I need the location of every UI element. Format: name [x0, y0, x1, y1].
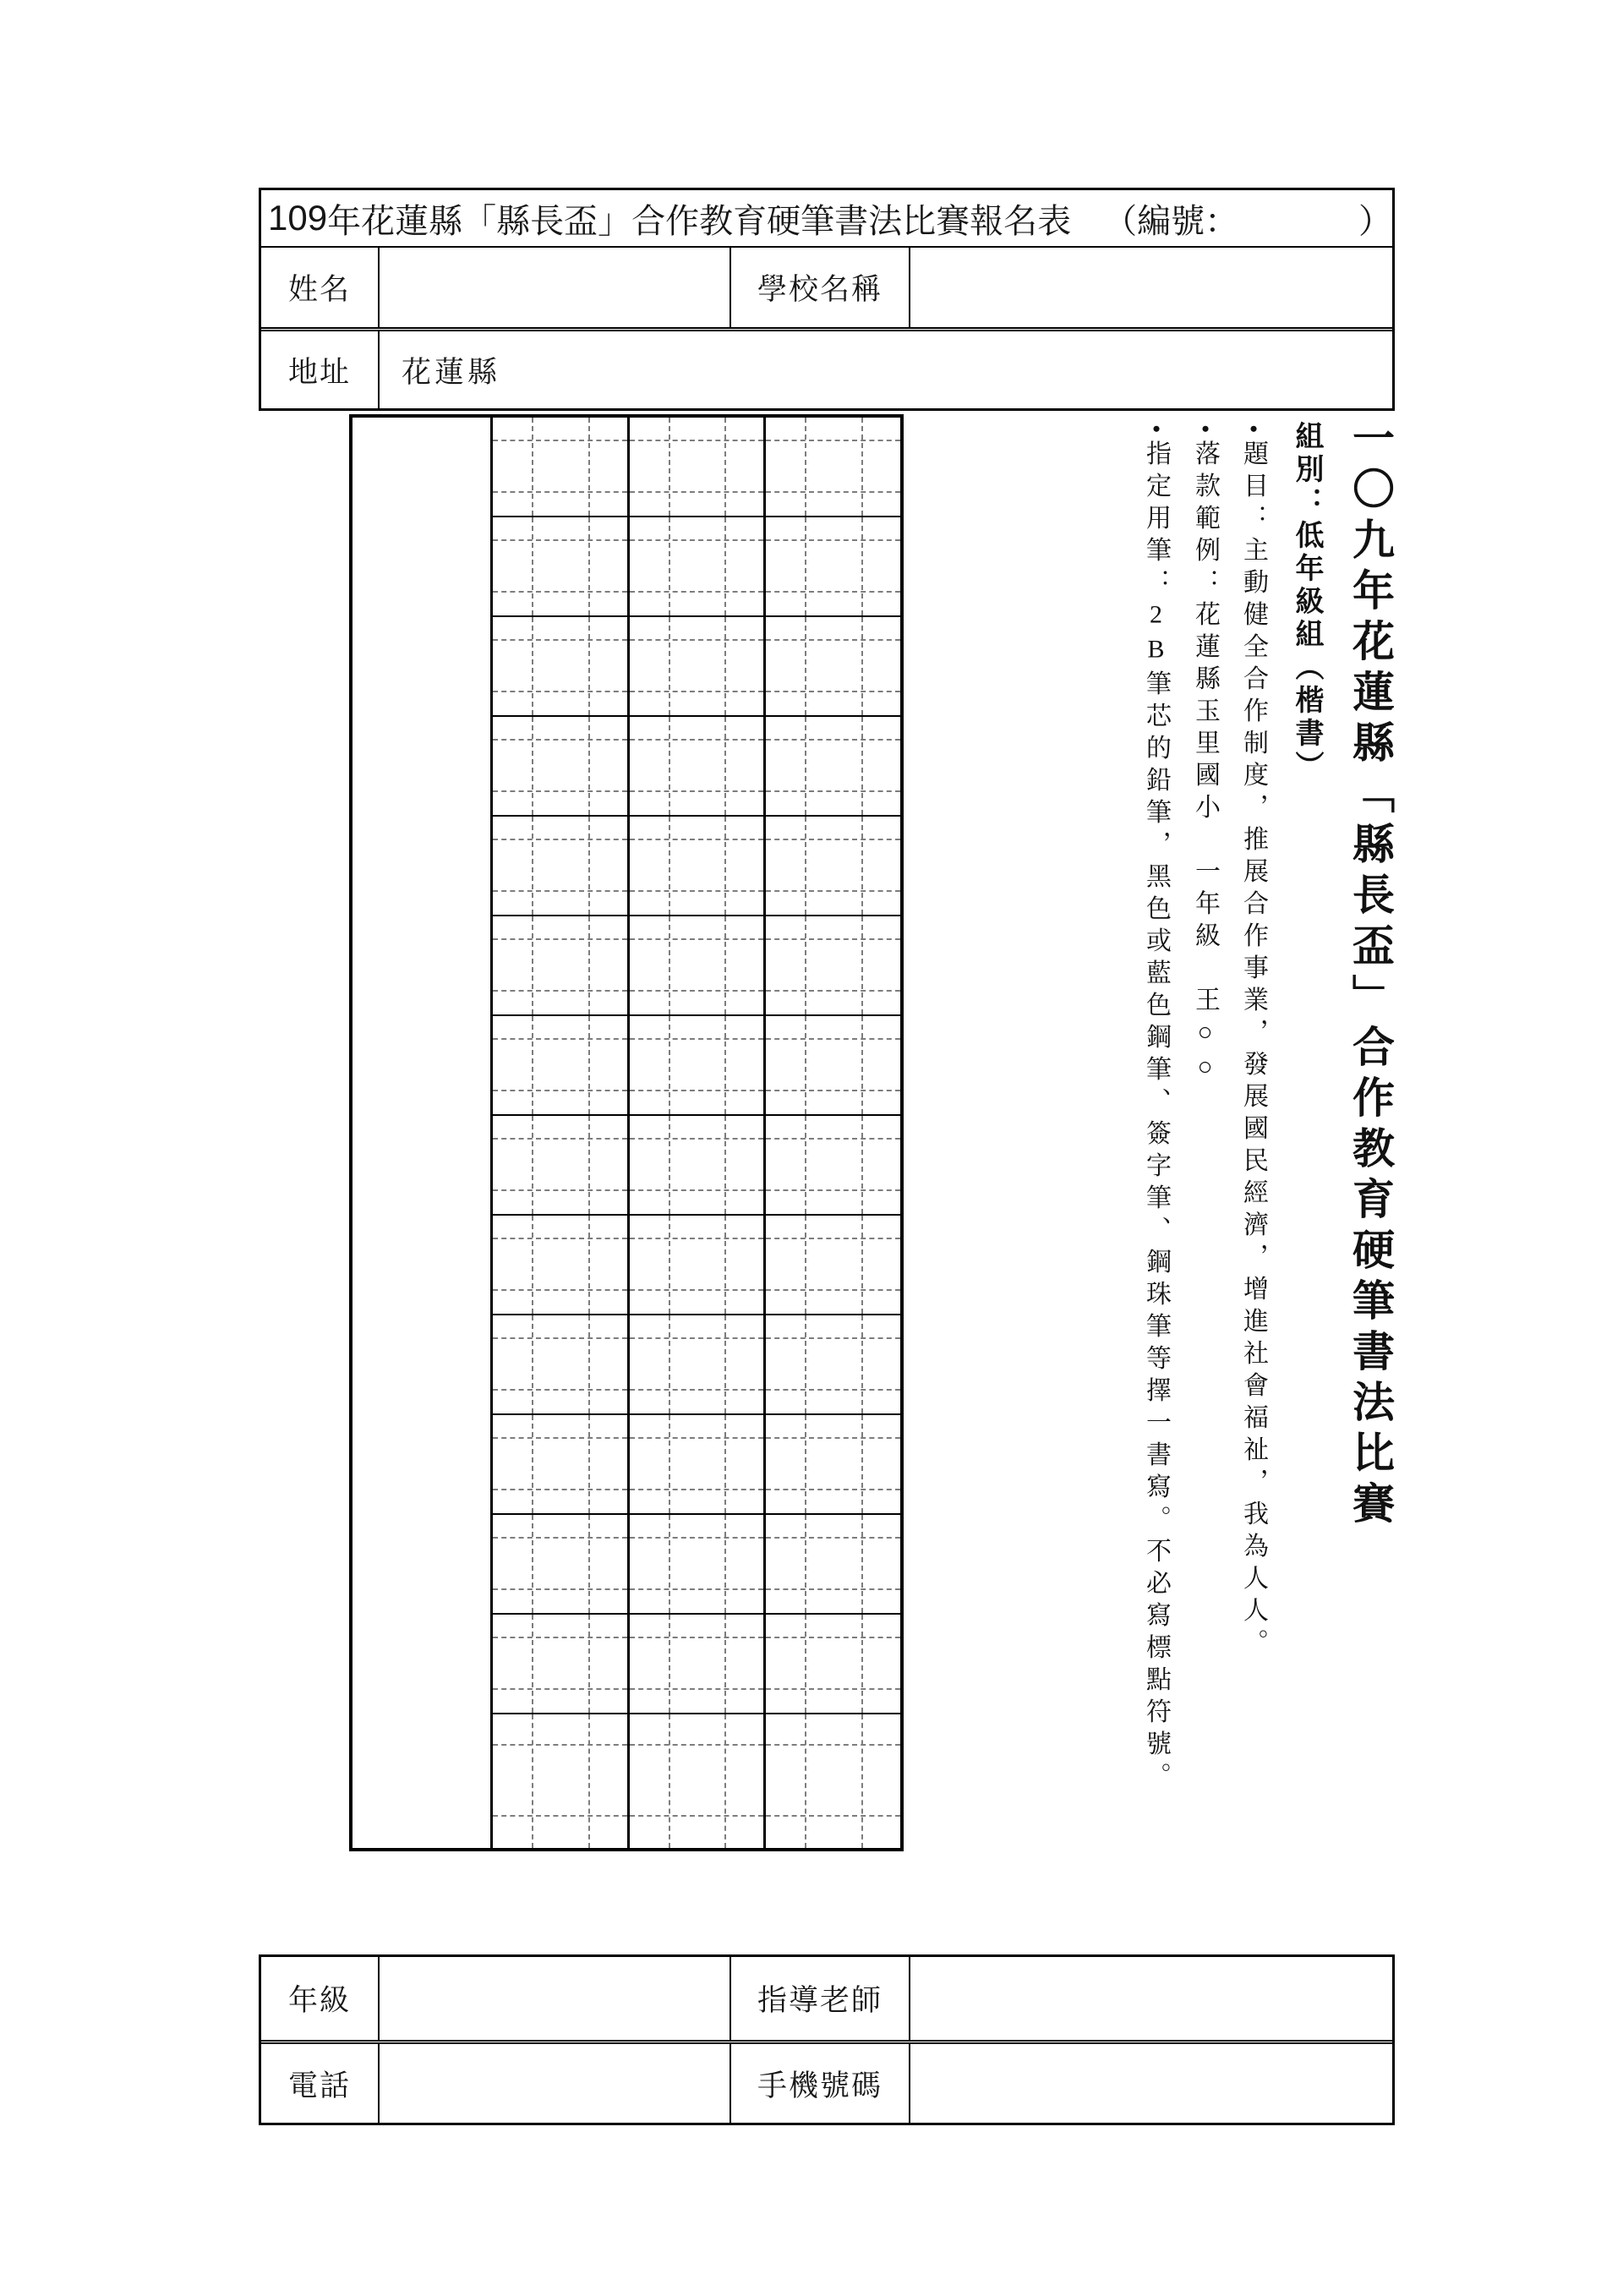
cell-guide-line: [861, 717, 863, 815]
cell-guide-line: [669, 1016, 670, 1114]
grid-cell[interactable]: [630, 1615, 764, 1714]
cell-guide-line: [630, 1389, 764, 1391]
cell-guide-line: [861, 1216, 863, 1314]
cell-guide-line: [493, 739, 627, 741]
cell-guide-line: [805, 1515, 806, 1613]
cell-guide-line: [805, 817, 806, 915]
cell-guide-line: [766, 1337, 900, 1339]
grid-cell[interactable]: [630, 517, 764, 617]
cell-guide-line: [630, 1815, 764, 1817]
cell-guide-line: [532, 418, 533, 516]
cell-guide-line: [588, 517, 590, 615]
cell-guide-line: [861, 1415, 863, 1513]
cell-guide-line: [493, 1238, 627, 1239]
grid-cell[interactable]: [630, 1116, 764, 1216]
school-name-field[interactable]: [910, 248, 1392, 327]
topic-note: [1234, 424, 1271, 1661]
cell-guide-line: [669, 617, 670, 715]
address-label: 地址: [261, 331, 380, 408]
cell-guide-line: [861, 1515, 863, 1613]
cell-guide-line: [766, 591, 900, 593]
cell-guide-line: [766, 938, 900, 940]
grid-cell[interactable]: [766, 1714, 900, 1848]
cell-guide-line: [493, 1289, 627, 1291]
grade-field[interactable]: [380, 1957, 731, 2040]
cell-guide-line: [766, 890, 900, 892]
cell-guide-line: [669, 1216, 670, 1314]
cell-guide-line: [493, 1637, 627, 1638]
grid-cell[interactable]: [630, 717, 764, 817]
cell-guide-line: [805, 916, 806, 1014]
form-title: 年花蓮縣「縣長盃」合作教育硬筆書法比賽報名表: [327, 201, 1072, 240]
name-label: 姓名: [261, 248, 380, 327]
cell-guide-line: [766, 1138, 900, 1140]
cell-guide-line: [669, 1515, 670, 1613]
grid-cell[interactable]: [630, 1714, 764, 1848]
cell-guide-line: [532, 1714, 533, 1848]
grid-cell[interactable]: [630, 1216, 764, 1315]
grid-cell[interactable]: [630, 817, 764, 916]
cell-guide-line: [669, 1415, 670, 1513]
grid-cell[interactable]: [766, 517, 900, 617]
cell-guide-line: [805, 617, 806, 715]
cell-guide-line: [630, 1337, 764, 1339]
form-title-row: [261, 190, 1392, 248]
cell-guide-line: [588, 1714, 590, 1848]
cell-guide-line: [724, 1615, 726, 1713]
signature-example-text: 落款範例：花蓮縣玉里國小 一年級 王○○: [1191, 440, 1219, 1088]
topic-note-text: 題目：主動健全合作制度，推展合作事業，發展國民經濟，增進社會福祉，我為人人。: [1239, 440, 1267, 1661]
cell-guide-line: [766, 990, 900, 992]
cell-guide-line: [630, 1090, 764, 1091]
phone-label: 電話: [261, 2044, 380, 2123]
grid-cell[interactable]: [766, 418, 900, 517]
cell-guide-line: [630, 790, 764, 792]
grid-cell[interactable]: [630, 1515, 764, 1615]
cell-guide-line: [861, 1116, 863, 1214]
cell-guide-line: [630, 890, 764, 892]
cell-guide-line: [861, 418, 863, 516]
cell-guide-line: [805, 1216, 806, 1314]
cell-guide-line: [630, 1437, 764, 1439]
serial-number-label: （編號：: [1103, 201, 1239, 240]
cell-guide-line: [766, 790, 900, 792]
cell-guide-line: [588, 617, 590, 715]
grid-cell[interactable]: [493, 1116, 627, 1216]
cell-guide-line: [724, 418, 726, 516]
pen-note-post: 筆芯的鉛筆，黑色或藍色鋼筆、簽字筆、鋼珠筆等擇一書寫。不必寫標點符號。: [1142, 670, 1170, 1795]
cell-guide-line: [493, 1744, 627, 1746]
cell-guide-line: [669, 418, 670, 516]
cell-guide-line: [805, 517, 806, 615]
cell-guide-line: [724, 717, 726, 815]
cell-guide-line: [724, 1016, 726, 1114]
writing-column: [493, 418, 630, 1848]
grid-cell[interactable]: [630, 418, 764, 517]
cell-guide-line: [630, 639, 764, 641]
grid-cell[interactable]: [493, 916, 627, 1016]
grid-cell[interactable]: [493, 1615, 627, 1714]
grid-cell[interactable]: [493, 1016, 627, 1116]
grid-cell[interactable]: [630, 1016, 764, 1116]
cell-guide-line: [861, 617, 863, 715]
grid-cell[interactable]: [493, 817, 627, 916]
address-field[interactable]: 花蓮縣: [402, 355, 501, 389]
cell-guide-line: [630, 1038, 764, 1040]
cell-guide-line: [630, 1289, 764, 1291]
cell-guide-line: [724, 1315, 726, 1413]
cell-guide-line: [669, 916, 670, 1014]
cell-guide-line: [532, 1116, 533, 1214]
writing-column: [630, 418, 767, 1848]
cell-guide-line: [669, 1315, 670, 1413]
advisor-teacher-field[interactable]: [910, 1957, 1392, 2040]
cell-guide-line: [805, 418, 806, 516]
cell-guide-line: [493, 1537, 627, 1539]
cell-guide-line: [669, 1615, 670, 1713]
cell-guide-line: [493, 1090, 627, 1091]
cell-guide-line: [805, 1116, 806, 1214]
grid-cell[interactable]: [493, 1216, 627, 1315]
cell-guide-line: [724, 817, 726, 915]
grid-cell[interactable]: [493, 1315, 627, 1415]
cell-guide-line: [766, 1537, 900, 1539]
cell-guide-line: [805, 1315, 806, 1413]
cell-guide-line: [532, 517, 533, 615]
cell-guide-line: [766, 539, 900, 541]
cell-guide-line: [493, 938, 627, 940]
cell-guide-line: [630, 990, 764, 992]
cell-guide-line: [724, 1216, 726, 1314]
cell-guide-line: [532, 717, 533, 815]
cell-guide-line: [766, 1189, 900, 1191]
cell-guide-line: [861, 1714, 863, 1848]
cell-guide-line: [669, 717, 670, 815]
bullet-icon: •: [1239, 424, 1267, 440]
cell-guide-line: [493, 890, 627, 892]
mobile-number-field[interactable]: [910, 2044, 1392, 2123]
designated-pen-note: [1137, 424, 1174, 1795]
cell-guide-line: [493, 440, 627, 441]
advisor-teacher-label: 指導老師: [731, 1957, 910, 2040]
grid-cell[interactable]: [493, 418, 627, 517]
grid-cell[interactable]: [493, 717, 627, 817]
cell-guide-line: [493, 1588, 627, 1590]
cell-guide-line: [493, 1437, 627, 1439]
grid-cell[interactable]: [766, 1016, 900, 1116]
cell-guide-line: [493, 1489, 627, 1490]
cell-guide-line: [861, 517, 863, 615]
cell-guide-line: [805, 1615, 806, 1713]
contact-info-table: [259, 1954, 1395, 2125]
cell-guide-line: [630, 1688, 764, 1690]
grid-cell[interactable]: [630, 617, 764, 717]
grid-cell[interactable]: [630, 916, 764, 1016]
cell-guide-line: [493, 990, 627, 992]
cell-guide-line: [630, 1537, 764, 1539]
cell-guide-line: [532, 1315, 533, 1413]
grid-cell[interactable]: [493, 1515, 627, 1615]
grid-cell[interactable]: [493, 617, 627, 717]
pen-type-2b: 2B: [1142, 600, 1170, 670]
cell-guide-line: [766, 491, 900, 493]
grid-cell[interactable]: [766, 916, 900, 1016]
cell-guide-line: [588, 1315, 590, 1413]
cell-guide-line: [532, 1515, 533, 1613]
cell-guide-line: [724, 1415, 726, 1513]
grid-cell[interactable]: [766, 717, 900, 817]
cell-guide-line: [766, 1588, 900, 1590]
cell-guide-line: [588, 1016, 590, 1114]
cell-guide-line: [766, 1238, 900, 1239]
cell-guide-line: [493, 691, 627, 692]
cell-guide-line: [724, 1116, 726, 1214]
cell-guide-line: [724, 1515, 726, 1613]
grid-cell[interactable]: [630, 1415, 764, 1515]
cell-guide-line: [493, 1815, 627, 1817]
cell-guide-line: [630, 1588, 764, 1590]
grid-cell[interactable]: [766, 1315, 900, 1415]
grid-cell[interactable]: [766, 617, 900, 717]
cell-guide-line: [766, 1289, 900, 1291]
cell-guide-line: [766, 1815, 900, 1817]
cell-guide-line: [766, 1437, 900, 1439]
cell-guide-line: [532, 617, 533, 715]
cell-guide-line: [766, 1489, 900, 1490]
name-field[interactable]: [380, 248, 731, 327]
cell-guide-line: [861, 916, 863, 1014]
cell-guide-line: [588, 1415, 590, 1513]
cell-guide-line: [766, 1744, 900, 1746]
cell-guide-line: [766, 839, 900, 840]
cell-guide-line: [766, 1038, 900, 1040]
cell-guide-line: [532, 1415, 533, 1513]
cell-guide-line: [532, 1016, 533, 1114]
cell-guide-line: [630, 1238, 764, 1239]
registration-header-table: [259, 188, 1395, 411]
contest-vertical-title: 一〇九年花蓮縣「縣長盃」合作教育硬筆書法比賽: [1347, 416, 1394, 1532]
calligraphy-practice-grid: [349, 414, 904, 1851]
cell-guide-line: [766, 691, 900, 692]
cell-guide-line: [669, 1116, 670, 1214]
cell-guide-line: [861, 817, 863, 915]
cell-guide-line: [588, 1615, 590, 1713]
cell-guide-line: [493, 1138, 627, 1140]
signature-example-note: [1186, 424, 1223, 1088]
signature-blank-column[interactable]: [352, 418, 493, 1848]
cell-guide-line: [630, 440, 764, 441]
grid-cell[interactable]: [766, 1216, 900, 1315]
writing-column: [766, 418, 900, 1848]
mobile-number-label: 手機號碼: [731, 2044, 910, 2123]
cell-guide-line: [724, 916, 726, 1014]
cell-guide-line: [532, 817, 533, 915]
grid-cell[interactable]: [493, 1415, 627, 1515]
serial-close-paren: ）: [1358, 201, 1392, 240]
cell-guide-line: [630, 739, 764, 741]
phone-field[interactable]: [380, 2044, 731, 2123]
cell-guide-line: [588, 717, 590, 815]
cell-guide-line: [493, 491, 627, 493]
cell-guide-line: [630, 491, 764, 493]
cell-guide-line: [630, 1637, 764, 1638]
cell-guide-line: [766, 739, 900, 741]
cell-guide-line: [588, 817, 590, 915]
cell-guide-line: [630, 1489, 764, 1490]
phone-mobile-row: [261, 2040, 1392, 2123]
grid-cell[interactable]: [766, 817, 900, 916]
cell-guide-line: [805, 717, 806, 815]
cell-guide-line: [630, 839, 764, 840]
cell-guide-line: [493, 790, 627, 792]
cell-guide-line: [805, 1415, 806, 1513]
form-year-number: 109: [268, 198, 328, 238]
cell-guide-line: [861, 1615, 863, 1713]
cell-guide-line: [630, 691, 764, 692]
cell-guide-line: [630, 591, 764, 593]
cell-guide-line: [669, 517, 670, 615]
cell-guide-line: [861, 1315, 863, 1413]
grid-cell[interactable]: [493, 517, 627, 617]
cell-guide-line: [724, 1714, 726, 1848]
cell-guide-line: [630, 539, 764, 541]
cell-guide-line: [724, 617, 726, 715]
cell-guide-line: [861, 1016, 863, 1114]
cell-guide-line: [766, 1688, 900, 1690]
grid-cell[interactable]: [766, 1415, 900, 1515]
cell-guide-line: [493, 1189, 627, 1191]
grid-cell[interactable]: [766, 1116, 900, 1216]
grid-cell[interactable]: [493, 1714, 627, 1848]
cell-guide-line: [588, 1116, 590, 1214]
cell-guide-line: [532, 1615, 533, 1713]
cell-guide-line: [493, 1038, 627, 1040]
cell-guide-line: [630, 1189, 764, 1191]
cell-guide-line: [588, 418, 590, 516]
cell-guide-line: [766, 1637, 900, 1638]
cell-guide-line: [766, 440, 900, 441]
cell-guide-line: [588, 1515, 590, 1613]
cell-guide-line: [805, 1714, 806, 1848]
cell-guide-line: [630, 1138, 764, 1140]
cell-guide-line: [766, 1090, 900, 1091]
grid-cell[interactable]: [630, 1315, 764, 1415]
cell-guide-line: [532, 1216, 533, 1314]
bullet-icon: •: [1191, 424, 1219, 440]
cell-guide-line: [532, 916, 533, 1014]
grid-cell[interactable]: [766, 1615, 900, 1714]
cell-guide-line: [493, 1688, 627, 1690]
cell-guide-line: [493, 539, 627, 541]
grade-label: 年級: [261, 1957, 380, 2040]
cell-guide-line: [493, 1389, 627, 1391]
cell-guide-line: [724, 517, 726, 615]
cell-guide-line: [630, 938, 764, 940]
cell-guide-line: [493, 639, 627, 641]
bullet-icon: •: [1142, 424, 1170, 440]
cell-guide-line: [493, 1337, 627, 1339]
cell-guide-line: [669, 1714, 670, 1848]
cell-guide-line: [766, 639, 900, 641]
cell-guide-line: [669, 817, 670, 915]
cell-guide-line: [588, 916, 590, 1014]
cell-guide-line: [588, 1216, 590, 1314]
cell-guide-line: [766, 1389, 900, 1391]
group-category-text: 組別：低年級組（楷書）: [1291, 421, 1322, 784]
cell-guide-line: [493, 839, 627, 840]
name-school-row: [261, 248, 1392, 327]
grid-cell[interactable]: [766, 1515, 900, 1615]
pen-note-pre: 指定用筆：: [1142, 440, 1170, 601]
cell-guide-line: [805, 1016, 806, 1114]
address-row: [261, 327, 1392, 408]
grade-teacher-row: [261, 1957, 1392, 2040]
cell-guide-line: [493, 591, 627, 593]
cell-guide-line: [630, 1744, 764, 1746]
school-name-label: 學校名稱: [731, 248, 910, 327]
